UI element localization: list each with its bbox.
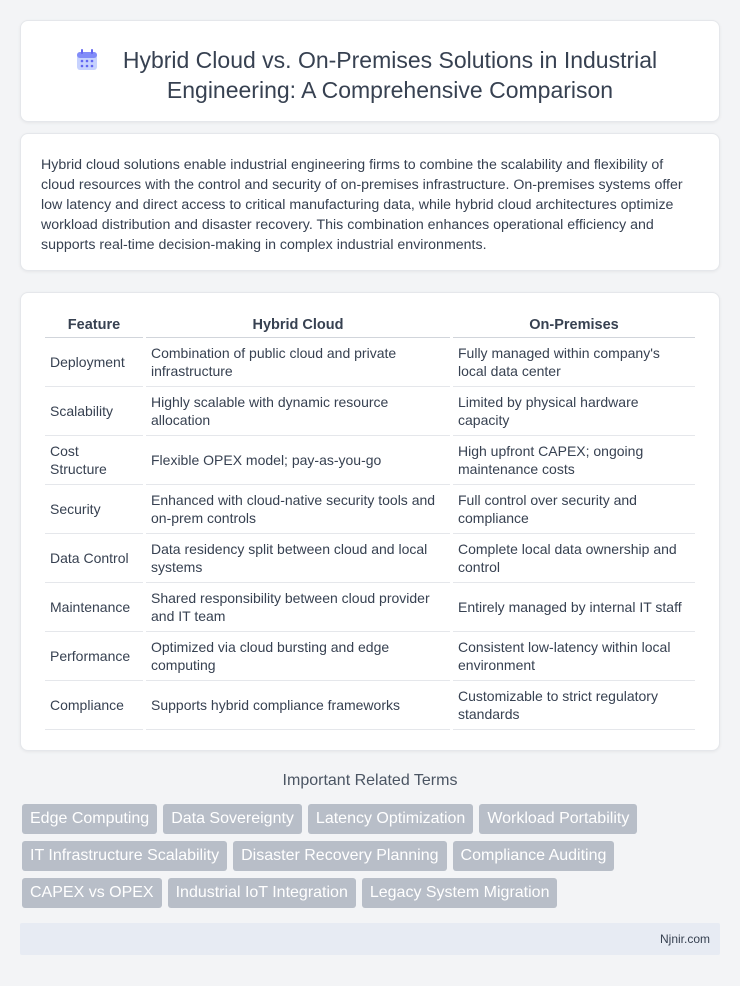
- term-tag[interactable]: Data Sovereignty: [163, 804, 302, 834]
- hybrid-cloud-cell: Data residency split between cloud and local systems: [146, 534, 450, 583]
- comparison-table: [42, 313, 698, 730]
- hybrid-cloud-cell: Optimized via cloud bursting and edge computing: [146, 632, 450, 681]
- hybrid-cloud-cell: Flexible OPEX model; pay-as-you-go: [146, 436, 450, 485]
- term-tag[interactable]: Industrial IoT Integration: [168, 878, 356, 908]
- table-row: [45, 338, 695, 387]
- term-tag[interactable]: Workload Portability: [479, 804, 637, 834]
- intro-card: [20, 133, 720, 271]
- term-tag[interactable]: Edge Computing: [22, 804, 157, 834]
- hybrid-cloud-cell: Enhanced with cloud-native security tools and on-prem controls: [146, 485, 450, 534]
- feature-cell: Performance: [45, 632, 143, 681]
- footer: [20, 923, 720, 955]
- feature-cell: Security: [45, 485, 143, 534]
- table-row: [45, 632, 695, 681]
- page-title: Hybrid Cloud vs. On-Premises Solutions in Industrial Engineering: A Comprehensive Comparison: [122, 47, 658, 103]
- feature-cell: Data Control: [45, 534, 143, 583]
- on-premises-cell: Full control over security and compliance: [453, 485, 695, 534]
- on-premises-cell: High upfront CAPEX; ongoing maintenance costs: [453, 436, 695, 485]
- term-tag[interactable]: Disaster Recovery Planning: [233, 841, 446, 871]
- tag-row: [22, 841, 722, 871]
- table-row: [45, 485, 695, 534]
- table-row: [45, 681, 695, 730]
- header-on-premises: On-Premises: [453, 313, 695, 338]
- related-terms-title: Important Related Terms: [282, 772, 458, 789]
- title-card: [20, 20, 720, 122]
- footer-site[interactable]: Njnir.com: [659, 932, 710, 946]
- on-premises-cell: Limited by physical hardware capacity: [453, 387, 695, 436]
- hybrid-cloud-cell: Shared responsibility between cloud provider and IT team: [146, 583, 450, 632]
- table-row: [45, 387, 695, 436]
- feature-cell: Scalability: [45, 387, 143, 436]
- on-premises-cell: Complete local data ownership and control: [453, 534, 695, 583]
- tag-row: [22, 804, 722, 834]
- on-premises-cell: Consistent low-latency within local environment: [453, 632, 695, 681]
- header-hybrid-cloud: Hybrid Cloud: [146, 313, 450, 338]
- header-feature: Feature: [45, 313, 143, 338]
- table-header-row: [45, 313, 695, 338]
- feature-cell: Compliance: [45, 681, 143, 730]
- feature-cell: Cost Structure: [45, 436, 143, 485]
- term-tag[interactable]: CAPEX vs OPEX: [22, 878, 162, 908]
- on-premises-cell: Entirely managed by internal IT staff: [453, 583, 695, 632]
- term-tag[interactable]: IT Infrastructure Scalability: [22, 841, 227, 871]
- term-tag[interactable]: Latency Optimization: [308, 804, 473, 834]
- feature-cell: Maintenance: [45, 583, 143, 632]
- comparison-card: [20, 292, 720, 751]
- hybrid-cloud-cell: Highly scalable with dynamic resource allocation: [146, 387, 450, 436]
- related-terms-list: [22, 804, 722, 915]
- on-premises-cell: Customizable to strict regulatory standards: [453, 681, 695, 730]
- intro-paragraph: Hybrid cloud solutions enable industrial engineering firms to combine the scalability and flexibility of cloud resources with the control and security of on-premises infrastructure. On-premises systems offer low latency and direct access to critical manufacturing data, while hybrid cloud architectures optimize workload distribution and disaster recovery. This combination enhances operational efficiency and supports real-time decision-making in complex industrial environments.: [41, 157, 683, 253]
- table-row: [45, 436, 695, 485]
- tag-row: [22, 878, 722, 908]
- feature-cell: Deployment: [45, 338, 143, 387]
- table-row: [45, 534, 695, 583]
- hybrid-cloud-cell: Supports hybrid compliance frameworks: [146, 681, 450, 730]
- term-tag[interactable]: Legacy System Migration: [362, 878, 558, 908]
- table-row: [45, 583, 695, 632]
- on-premises-cell: Fully managed within company's local data center: [453, 338, 695, 387]
- term-tag[interactable]: Compliance Auditing: [453, 841, 615, 871]
- hybrid-cloud-cell: Combination of public cloud and private infrastructure: [146, 338, 450, 387]
